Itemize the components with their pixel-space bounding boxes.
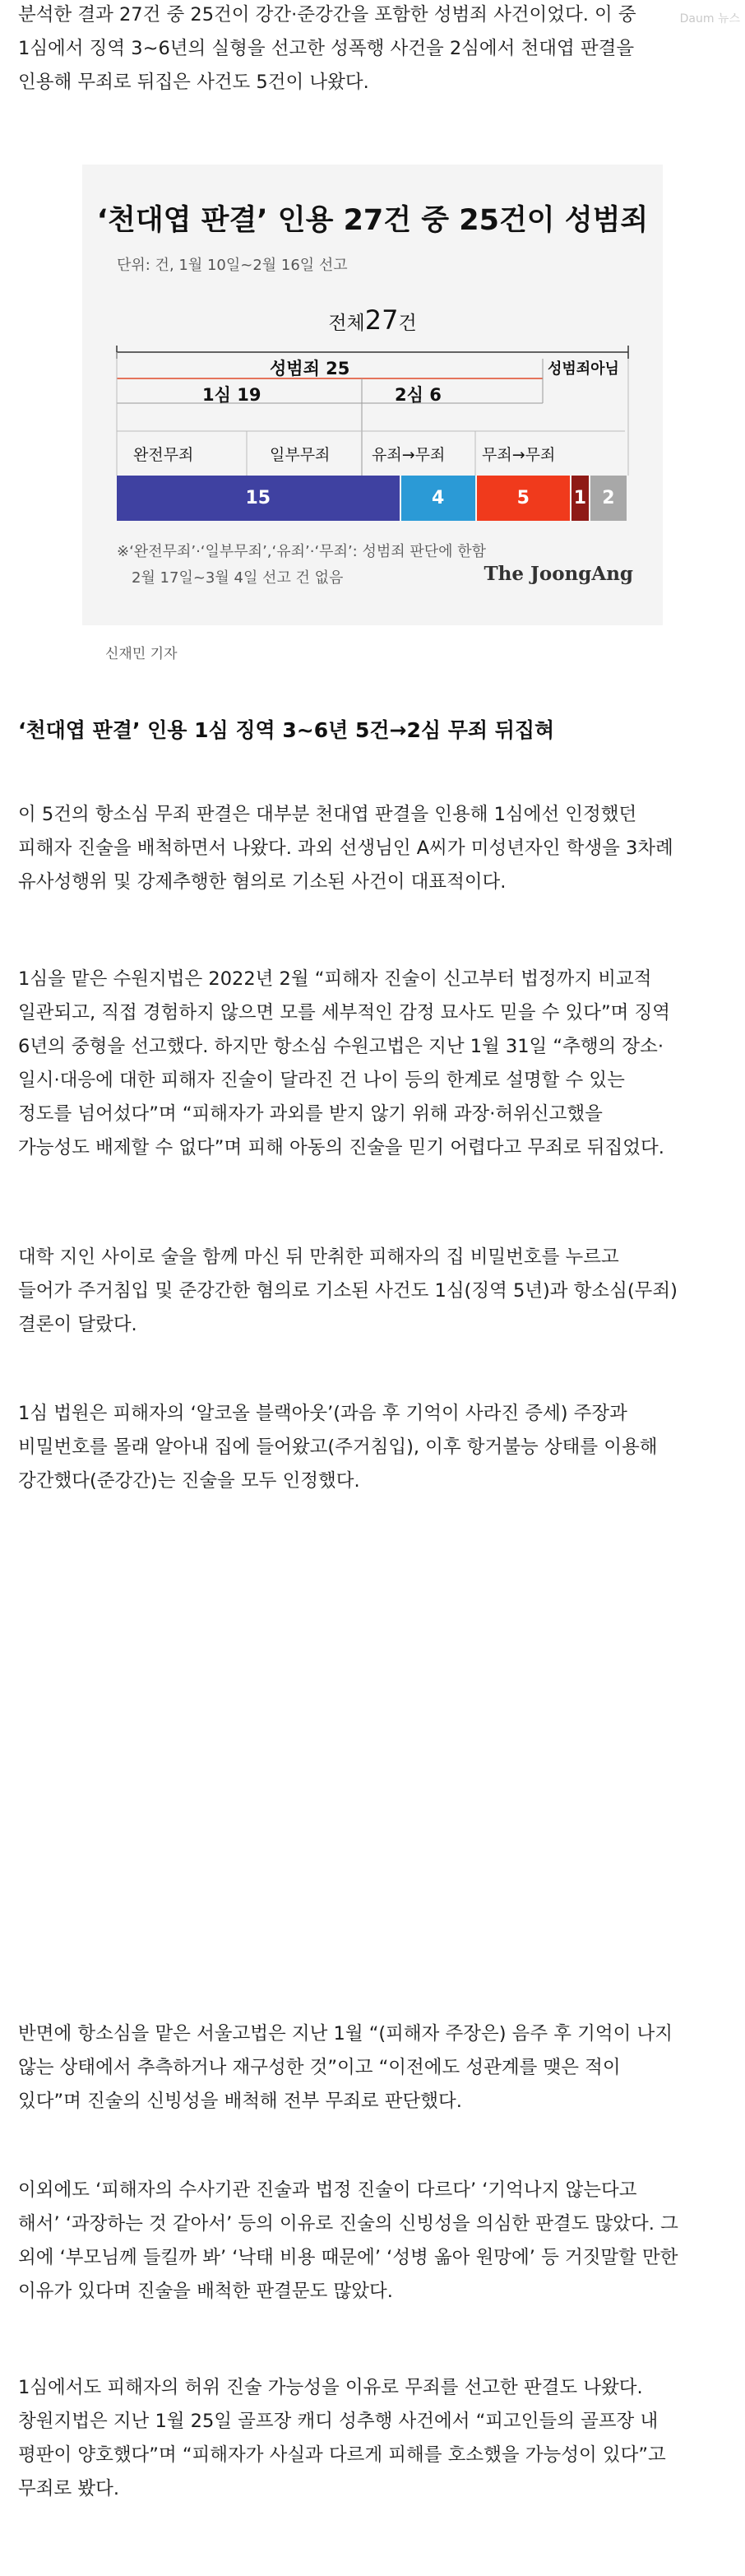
- text-line: 1심에서도 피해자의 허위 진술 가능성을 이유로 무죄를 선고한 판결도 나왔다.: [18, 2377, 643, 2398]
- total-suffix: 건: [398, 313, 417, 334]
- text-line: 가능성도 배제할 수 없다”며 피해 아동의 진술을 믿기 어렵다고 무죄로 뒤집었다.: [18, 1137, 664, 1158]
- acquittal-to-acquittal-label: 무죄→무죄: [482, 446, 556, 464]
- first-trial-label: 1심 19: [202, 385, 261, 405]
- text-line: 1심에서 징역 3~6년의 실형을 선고한 성폭행 사건을 2심에서 천대엽 판결을: [18, 38, 635, 59]
- photo-credit: 신재민 기자: [105, 646, 178, 662]
- text-line: 1심을 맡은 수원지법은 2022년 2월 “피해자 진술이 신고부터 법정까지 비교적: [18, 968, 652, 990]
- text-line: 일관되고, 직접 경험하지 않으면 모를 세부적인 감정 묘사도 믿을 수 있다”며 징역: [18, 1002, 671, 1023]
- text-line: 6년의 중형을 선고했다. 하지만 항소심 수원고법은 지난 1월 31일 “추행의 장소·: [18, 1036, 664, 1057]
- sex-crime-label: 성범죄 25: [270, 359, 350, 378]
- article-paragraph: [18, 2174, 730, 2309]
- total-prefix: 전체: [328, 313, 365, 334]
- article-paragraph: [18, 1397, 730, 1498]
- text-line: 이유가 있다며 진술을 배척한 판결문도 많았다.: [18, 2281, 393, 2302]
- text-line: 결론이 달랐다.: [18, 1314, 137, 1335]
- text-line: 피해자 진술을 배척하면서 나왔다. 과외 선생님인 A씨가 미성년자인 학생을 3차례: [18, 838, 673, 859]
- text-line: 않는 상태에서 추측하거나 재구성한 것”이고 “이전에도 성관계를 맺은 적이: [18, 2057, 621, 2078]
- bar-segment-full-acquittal: [117, 476, 400, 521]
- text-line: 이외에도 ‘피해자의 수사기관 진술과 법정 진술이 다르다’ ‘기억나지 않는다고: [18, 2179, 637, 2201]
- text-line: 창원지법은 지난 1월 25일 골프장 캐디 성추행 사건에서 “피고인들의 골프장 내: [18, 2411, 659, 2432]
- text-line: 외에 ‘부모님께 들킬까 봐’ ‘낙태 비용 때문에’ ‘성병 옮아 원망에’ 등 거짓말할 만한: [18, 2247, 678, 2268]
- text-line: 분석한 결과 27건 중 25건이 강간·준강간을 포함한 성범죄 사건이었다. 이 중: [18, 4, 636, 26]
- text-line: 평판이 양호했다”며 “피해자가 사실과 다르게 피해를 호소했을 가능성이 있다”고: [18, 2444, 666, 2466]
- intro-paragraph: [18, 0, 730, 100]
- text-line: 1심 법원은 피해자의 ‘알코올 블랙아웃’(과음 후 기억이 사라진 증세) 주장과: [18, 1403, 627, 1424]
- text-line: 일시·대응에 대한 피해자 진술이 달라진 건 나이 등의 한계로 설명할 수 있는: [18, 1070, 625, 1091]
- article-paragraph: [18, 2017, 730, 2119]
- bar-value-label: 15: [245, 488, 271, 508]
- article-paragraph: [18, 2371, 730, 2506]
- bar-value-label: 2: [602, 488, 615, 508]
- subheading: ‘천대엽 판결’ 인용 1심 징역 3~6년 5건→2심 무죄 뒤집혀: [18, 718, 555, 742]
- footnote: ※‘완전무죄’·‘일부무죄’,‘유죄’·‘무죄’: 성범죄 판단에 한함: [117, 543, 487, 560]
- text-line: 대학 지인 사이로 술을 함께 마신 뒤 만취한 피해자의 집 비밀번호를 누르고: [18, 1246, 619, 1268]
- text-line: 인용해 무죄로 뒤집은 사건도 5건이 나왔다.: [18, 72, 369, 93]
- text-line: 정도를 넘어섰다”며 “피해자가 과외를 받지 않기 위해 과장·허위신고했을: [18, 1103, 603, 1125]
- bar-segment-partial-acquittal: [401, 476, 475, 521]
- partial-acquittal-label: 일부무죄: [270, 446, 331, 464]
- text-line: 강간했다(준강간)는 진술을 모두 인정했다.: [18, 1470, 360, 1492]
- second-trial-label: 2심 6: [395, 385, 442, 405]
- watermark: Daum 뉴스: [679, 12, 740, 26]
- total-number: 27: [364, 304, 399, 336]
- bar-segment-guilty-to-acquittal: [477, 476, 570, 521]
- infographic-unit: 단위: 건, 1월 10일~2월 16일 선고: [117, 257, 348, 274]
- non-sex-crime-label: 성범죄아님: [548, 360, 619, 378]
- text-line: 들어가 주거침입 및 준강간한 혐의로 기소된 사건도 1심(징역 5년)과 항소심(무죄): [18, 1280, 678, 1302]
- infographic-title: ‘천대엽 판결’ 인용 27건 중 25건이 성범죄: [96, 204, 649, 237]
- footnote: 2월 17일~3월 4일 선고 건 없음: [132, 569, 344, 587]
- bar-value-label: 5: [516, 488, 530, 508]
- text-line: 반면에 항소심을 맡은 서울고법은 지난 1월 “(피해자 주장은) 음주 후 기억이 나지: [18, 2023, 673, 2045]
- text-line: 이 5건의 항소심 무죄 판결은 대부분 천대엽 판결을 인용해 1심에선 인정했던: [18, 804, 637, 825]
- full-acquittal-label: 완전무죄: [133, 446, 194, 464]
- article-paragraph: [18, 1241, 730, 1342]
- bar-segment-non-sex-crime: [590, 476, 627, 521]
- bar-value-label: 4: [431, 488, 445, 508]
- bar-value-label: 1: [573, 488, 587, 508]
- text-line: 해서’ ‘과장하는 것 같아서’ 등의 이유로 진술의 신빙성을 의심한 판결도 많았다. 그: [18, 2213, 678, 2235]
- brand-logo: The JoongAng: [484, 563, 633, 585]
- total-label: [82, 304, 663, 336]
- text-line: 비밀번호를 몰래 알아내 집에 들어왔고(주거침입), 이후 항거불능 상태를 이용해: [18, 1437, 658, 1458]
- text-line: 무죄로 봤다.: [18, 2478, 119, 2499]
- bar-segment-acquittal-to-acquittal: [571, 476, 589, 521]
- text-line: 유사성행위 및 강제추행한 혐의로 기소된 사건이 대표적이다.: [18, 871, 507, 893]
- text-line: 있다”며 진술의 신빙성을 배척해 전부 무죄로 판단했다.: [18, 2091, 462, 2112]
- guilty-to-acquittal-label: 유죄→무죄: [372, 446, 446, 464]
- article-paragraph: [18, 798, 730, 899]
- article-paragraph: [18, 963, 730, 1165]
- infographic: [82, 165, 663, 625]
